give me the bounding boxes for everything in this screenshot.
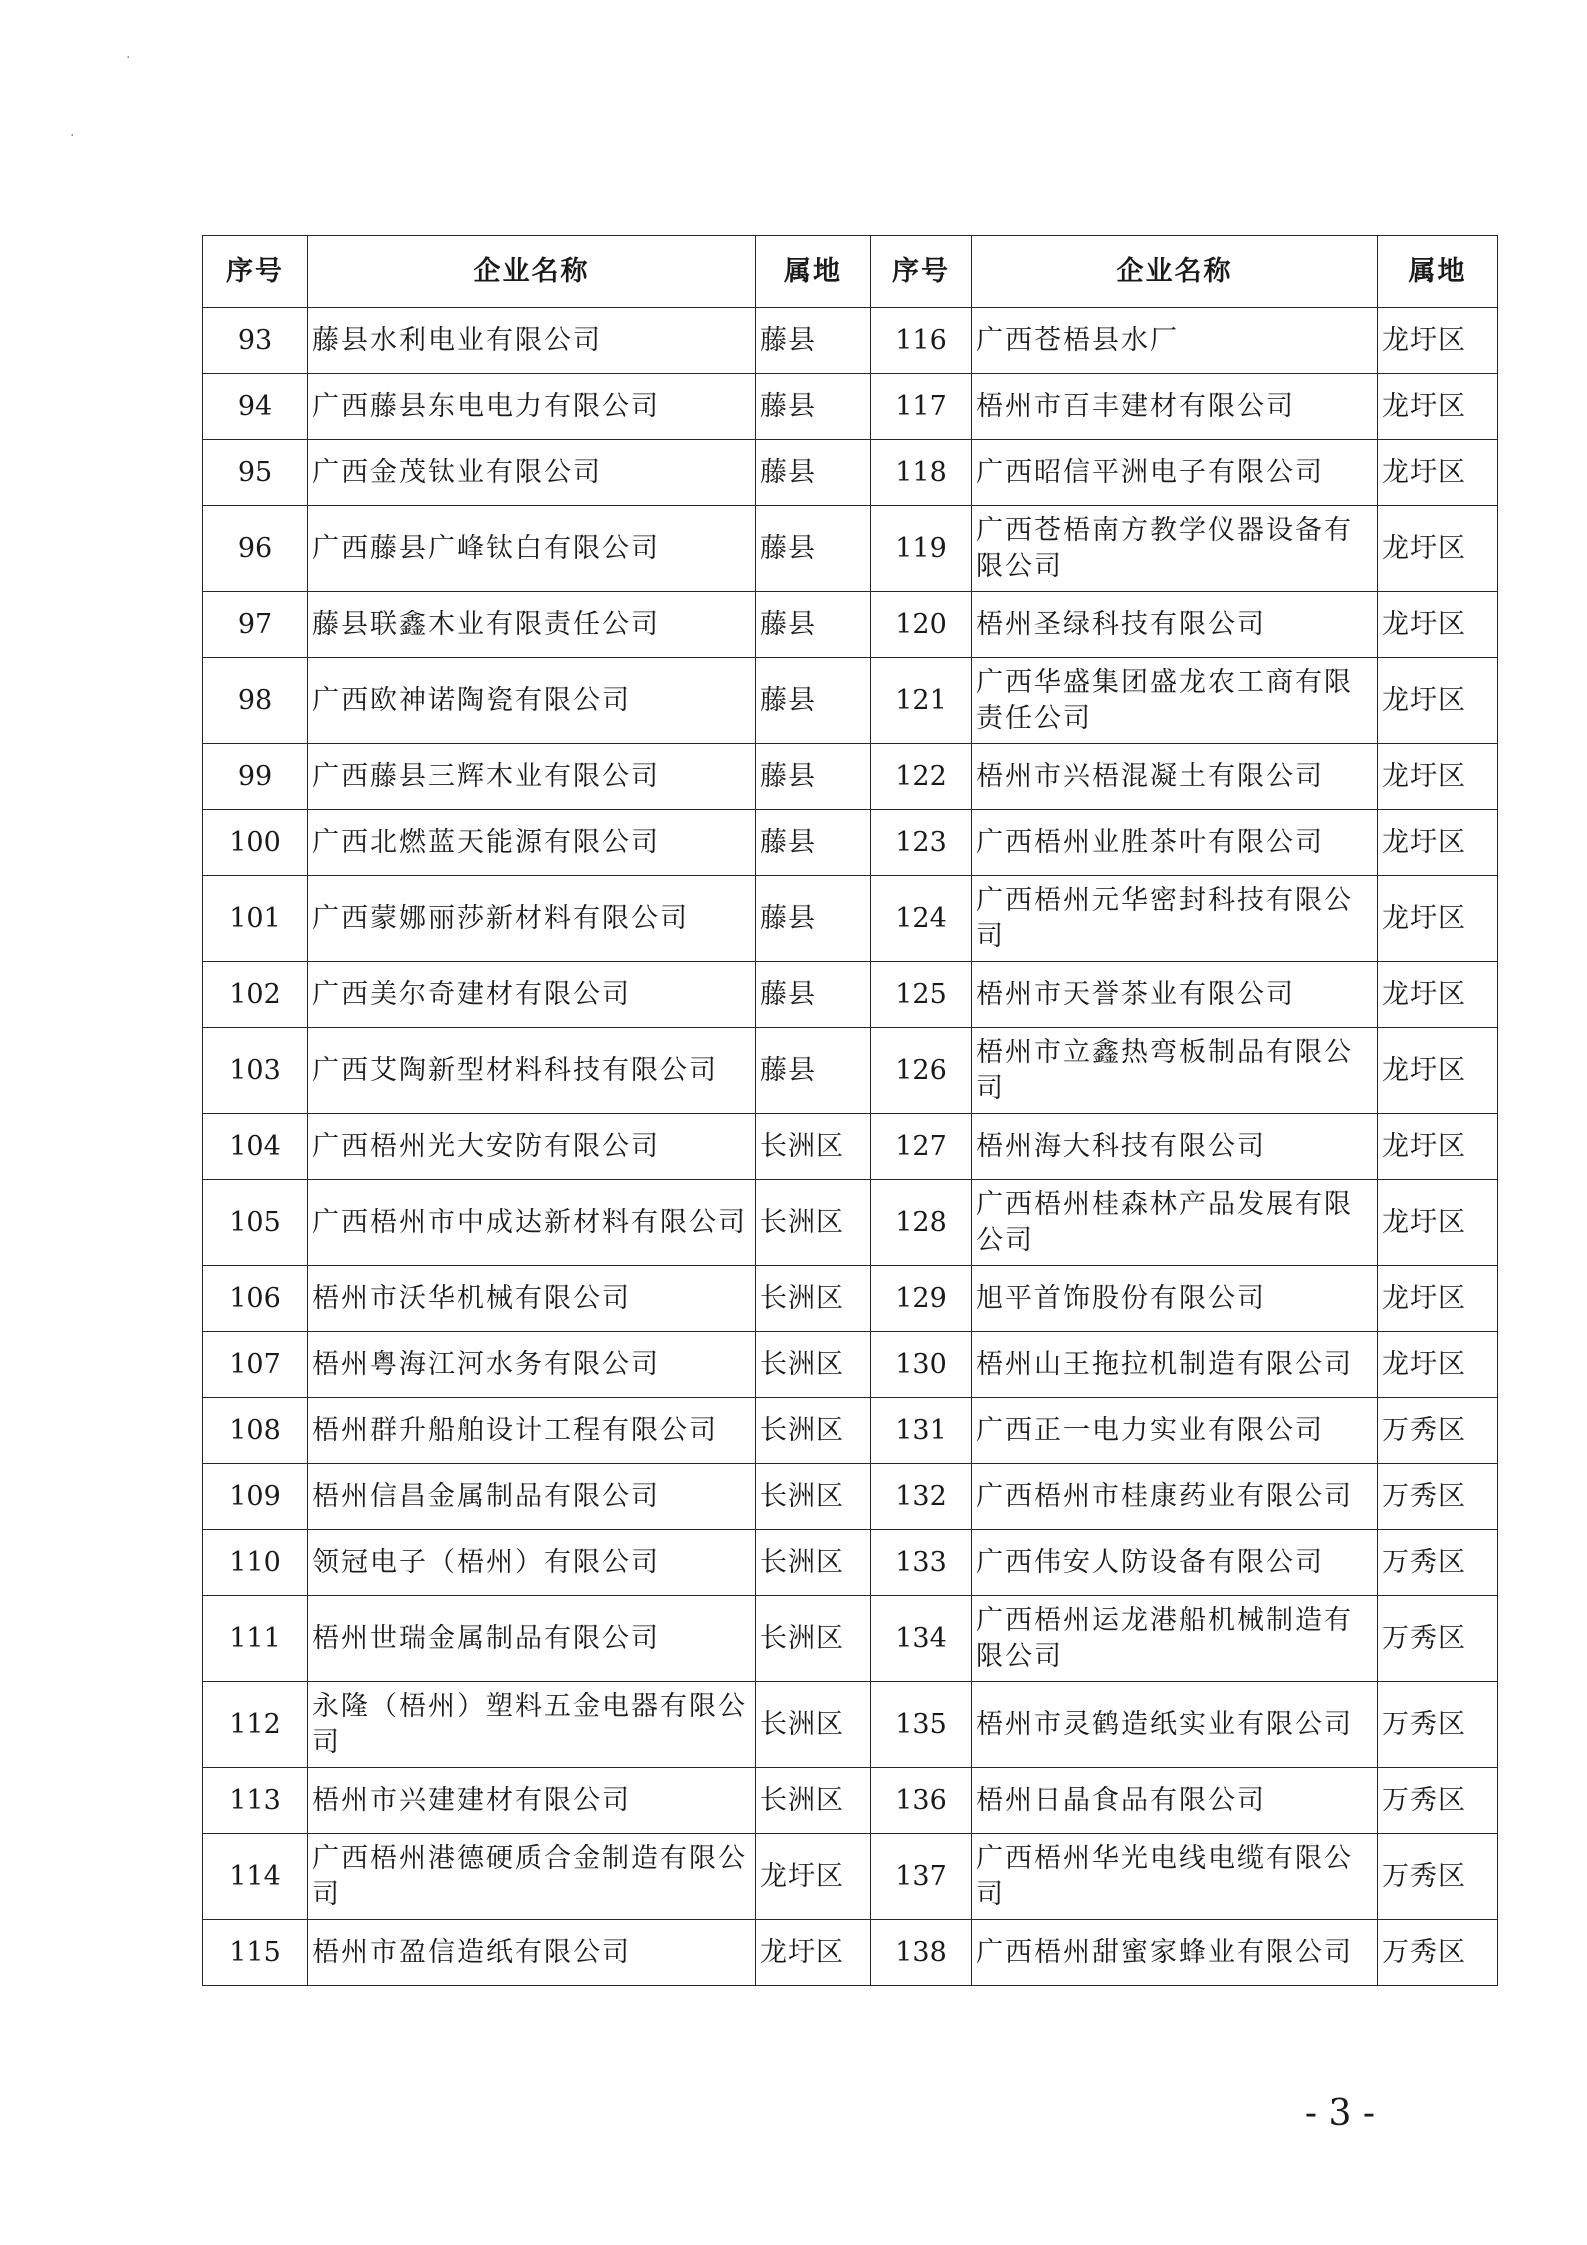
row-seq-right: 124	[871, 876, 972, 962]
row-seq-left: 113	[203, 1768, 308, 1834]
row-enterprise-name-left: 梧州市兴建建材有限公司	[308, 1768, 756, 1834]
row-enterprise-name-left: 广西梧州港德硬质合金制造有限公司	[308, 1834, 756, 1920]
row-enterprise-name-right: 广西梧州甜蜜家蜂业有限公司	[972, 1920, 1378, 1986]
row-location-right: 龙圩区	[1378, 506, 1498, 592]
row-location-right: 龙圩区	[1378, 1028, 1498, 1114]
table-row	[203, 744, 1498, 810]
row-location-right: 万秀区	[1378, 1398, 1498, 1464]
row-enterprise-name-right: 广西苍梧县水厂	[972, 308, 1378, 374]
header-location-left: 属地	[756, 236, 871, 308]
row-location-right: 万秀区	[1378, 1530, 1498, 1596]
row-seq-right: 134	[871, 1596, 972, 1682]
row-enterprise-name-right: 广西梧州业胜茶叶有限公司	[972, 810, 1378, 876]
row-seq-left: 111	[203, 1596, 308, 1682]
row-location-left: 龙圩区	[756, 1834, 871, 1920]
row-seq-right: 138	[871, 1920, 972, 1986]
row-enterprise-name-left: 广西藤县广峰钛白有限公司	[308, 506, 756, 592]
row-enterprise-name-right: 梧州市立鑫热弯板制品有限公司	[972, 1028, 1378, 1114]
table-row	[203, 1682, 1498, 1768]
table-row	[203, 1768, 1498, 1834]
row-location-right: 万秀区	[1378, 1596, 1498, 1682]
row-seq-left: 96	[203, 506, 308, 592]
row-location-left: 长洲区	[756, 1332, 871, 1398]
row-location-left: 藤县	[756, 810, 871, 876]
table-row	[203, 1464, 1498, 1530]
row-seq-right: 120	[871, 592, 972, 658]
row-location-left: 长洲区	[756, 1768, 871, 1834]
row-seq-right: 131	[871, 1398, 972, 1464]
row-seq-left: 101	[203, 876, 308, 962]
scan-speck: ·	[126, 50, 131, 66]
row-seq-right: 129	[871, 1266, 972, 1332]
row-seq-left: 102	[203, 962, 308, 1028]
row-seq-left: 98	[203, 658, 308, 744]
row-enterprise-name-right: 梧州市百丰建材有限公司	[972, 374, 1378, 440]
row-location-left: 藤县	[756, 876, 871, 962]
row-enterprise-name-left: 广西艾陶新型材料科技有限公司	[308, 1028, 756, 1114]
row-enterprise-name-left: 永隆（梧州）塑料五金电器有限公司	[308, 1682, 756, 1768]
row-seq-left: 105	[203, 1180, 308, 1266]
row-location-right: 龙圩区	[1378, 374, 1498, 440]
row-location-right: 龙圩区	[1378, 308, 1498, 374]
table-row	[203, 658, 1498, 744]
table-row	[203, 876, 1498, 962]
table-row	[203, 1266, 1498, 1332]
row-seq-right: 135	[871, 1682, 972, 1768]
row-location-left: 藤县	[756, 308, 871, 374]
table-row	[203, 1920, 1498, 1986]
table-row	[203, 1596, 1498, 1682]
row-location-right: 万秀区	[1378, 1834, 1498, 1920]
row-location-left: 藤县	[756, 658, 871, 744]
row-location-right: 龙圩区	[1378, 810, 1498, 876]
row-enterprise-name-left: 广西金茂钛业有限公司	[308, 440, 756, 506]
row-location-right: 万秀区	[1378, 1464, 1498, 1530]
row-seq-left: 95	[203, 440, 308, 506]
row-enterprise-name-right: 广西梧州华光电线电缆有限公司	[972, 1834, 1378, 1920]
row-seq-left: 99	[203, 744, 308, 810]
header-seq-left: 序号	[203, 236, 308, 308]
row-enterprise-name-left: 广西藤县三辉木业有限公司	[308, 744, 756, 810]
row-seq-right: 133	[871, 1530, 972, 1596]
row-enterprise-name-right: 梧州日晶食品有限公司	[972, 1768, 1378, 1834]
table-header-row	[203, 236, 1498, 308]
table-row	[203, 1028, 1498, 1114]
row-seq-left: 107	[203, 1332, 308, 1398]
row-enterprise-name-left: 广西藤县东电电力有限公司	[308, 374, 756, 440]
row-seq-right: 128	[871, 1180, 972, 1266]
row-enterprise-name-left: 梧州群升船舶设计工程有限公司	[308, 1398, 756, 1464]
row-seq-right: 123	[871, 810, 972, 876]
table-row	[203, 1398, 1498, 1464]
row-enterprise-name-left: 梧州粤海江河水务有限公司	[308, 1332, 756, 1398]
table-row	[203, 1180, 1498, 1266]
row-seq-right: 126	[871, 1028, 972, 1114]
header-name-left: 企业名称	[308, 236, 756, 308]
row-seq-right: 118	[871, 440, 972, 506]
row-location-left: 长洲区	[756, 1266, 871, 1332]
row-seq-right: 132	[871, 1464, 972, 1530]
row-seq-right: 117	[871, 374, 972, 440]
header-name-right: 企业名称	[972, 236, 1378, 308]
row-enterprise-name-left: 广西蒙娜丽莎新材料有限公司	[308, 876, 756, 962]
row-enterprise-name-left: 广西梧州光大安防有限公司	[308, 1114, 756, 1180]
row-enterprise-name-right: 广西梧州运龙港船机械制造有限公司	[972, 1596, 1378, 1682]
row-enterprise-name-right: 梧州市兴梧混凝土有限公司	[972, 744, 1378, 810]
table-row	[203, 962, 1498, 1028]
scan-speck: ·	[70, 128, 75, 144]
row-enterprise-name-left: 广西美尔奇建材有限公司	[308, 962, 756, 1028]
row-location-left: 长洲区	[756, 1682, 871, 1768]
row-location-right: 龙圩区	[1378, 1332, 1498, 1398]
row-location-right: 龙圩区	[1378, 1114, 1498, 1180]
row-seq-right: 137	[871, 1834, 972, 1920]
row-enterprise-name-left: 藤县水利电业有限公司	[308, 308, 756, 374]
row-enterprise-name-left: 梧州世瑞金属制品有限公司	[308, 1596, 756, 1682]
row-location-right: 龙圩区	[1378, 440, 1498, 506]
table-row	[203, 440, 1498, 506]
row-enterprise-name-right: 广西梧州桂森林产品发展有限公司	[972, 1180, 1378, 1266]
row-location-left: 藤县	[756, 374, 871, 440]
table-row	[203, 1834, 1498, 1920]
row-enterprise-name-left: 梧州市沃华机械有限公司	[308, 1266, 756, 1332]
row-location-left: 藤县	[756, 440, 871, 506]
row-enterprise-name-left: 广西梧州市中成达新材料有限公司	[308, 1180, 756, 1266]
row-enterprise-name-right: 梧州市天誉茶业有限公司	[972, 962, 1378, 1028]
row-location-left: 长洲区	[756, 1596, 871, 1682]
row-seq-right: 119	[871, 506, 972, 592]
row-enterprise-name-right: 广西梧州市桂康药业有限公司	[972, 1464, 1378, 1530]
row-enterprise-name-right: 广西伟安人防设备有限公司	[972, 1530, 1378, 1596]
header-location-right: 属地	[1378, 236, 1498, 308]
row-enterprise-name-right: 梧州市灵鹤造纸实业有限公司	[972, 1682, 1378, 1768]
row-seq-left: 94	[203, 374, 308, 440]
row-location-right: 龙圩区	[1378, 876, 1498, 962]
row-location-right: 龙圩区	[1378, 658, 1498, 744]
row-location-left: 藤县	[756, 744, 871, 810]
row-seq-left: 108	[203, 1398, 308, 1464]
row-enterprise-name-left: 梧州信昌金属制品有限公司	[308, 1464, 756, 1530]
row-seq-left: 114	[203, 1834, 308, 1920]
table-row	[203, 1114, 1498, 1180]
row-location-left: 长洲区	[756, 1114, 871, 1180]
table-row	[203, 810, 1498, 876]
row-enterprise-name-right: 梧州海大科技有限公司	[972, 1114, 1378, 1180]
row-enterprise-name-left: 梧州市盈信造纸有限公司	[308, 1920, 756, 1986]
row-location-right: 龙圩区	[1378, 1266, 1498, 1332]
row-enterprise-name-left: 广西欧神诺陶瓷有限公司	[308, 658, 756, 744]
enterprise-table	[202, 235, 1498, 1986]
row-location-left: 长洲区	[756, 1464, 871, 1530]
row-enterprise-name-right: 梧州山王拖拉机制造有限公司	[972, 1332, 1378, 1398]
row-enterprise-name-right: 广西梧州元华密封科技有限公司	[972, 876, 1378, 962]
row-location-right: 龙圩区	[1378, 744, 1498, 810]
row-location-right: 万秀区	[1378, 1920, 1498, 1986]
row-enterprise-name-right: 广西苍梧南方教学仪器设备有限公司	[972, 506, 1378, 592]
row-location-right: 万秀区	[1378, 1682, 1498, 1768]
row-location-left: 长洲区	[756, 1530, 871, 1596]
table-row	[203, 374, 1498, 440]
table-row	[203, 308, 1498, 374]
page-number: - 3 -	[1304, 2093, 1375, 2134]
table-row	[203, 592, 1498, 658]
row-seq-left: 104	[203, 1114, 308, 1180]
row-seq-left: 93	[203, 308, 308, 374]
row-enterprise-name-right: 广西华盛集团盛龙农工商有限责任公司	[972, 658, 1378, 744]
row-location-left: 藤县	[756, 592, 871, 658]
row-seq-left: 106	[203, 1266, 308, 1332]
row-location-left: 藤县	[756, 506, 871, 592]
row-seq-left: 115	[203, 1920, 308, 1986]
row-seq-right: 136	[871, 1768, 972, 1834]
row-seq-left: 110	[203, 1530, 308, 1596]
row-enterprise-name-right: 广西昭信平洲电子有限公司	[972, 440, 1378, 506]
row-location-left: 长洲区	[756, 1180, 871, 1266]
row-seq-right: 122	[871, 744, 972, 810]
row-location-left: 长洲区	[756, 1398, 871, 1464]
row-location-right: 龙圩区	[1378, 592, 1498, 658]
row-enterprise-name-right: 广西正一电力实业有限公司	[972, 1398, 1378, 1464]
row-seq-left: 103	[203, 1028, 308, 1114]
row-seq-right: 121	[871, 658, 972, 744]
row-location-left: 藤县	[756, 962, 871, 1028]
row-enterprise-name-left: 广西北燃蓝天能源有限公司	[308, 810, 756, 876]
row-seq-left: 112	[203, 1682, 308, 1768]
row-enterprise-name-left: 藤县联鑫木业有限责任公司	[308, 592, 756, 658]
row-enterprise-name-left: 领冠电子（梧州）有限公司	[308, 1530, 756, 1596]
table-row	[203, 506, 1498, 592]
row-seq-left: 97	[203, 592, 308, 658]
row-enterprise-name-right: 旭平首饰股份有限公司	[972, 1266, 1378, 1332]
row-seq-left: 109	[203, 1464, 308, 1530]
row-location-right: 龙圩区	[1378, 1180, 1498, 1266]
header-seq-right: 序号	[871, 236, 972, 308]
table-body	[203, 308, 1498, 1986]
table-row	[203, 1530, 1498, 1596]
row-seq-left: 100	[203, 810, 308, 876]
row-seq-right: 125	[871, 962, 972, 1028]
row-seq-right: 130	[871, 1332, 972, 1398]
row-enterprise-name-right: 梧州圣绿科技有限公司	[972, 592, 1378, 658]
row-seq-right: 127	[871, 1114, 972, 1180]
row-location-left: 藤县	[756, 1028, 871, 1114]
row-location-right: 龙圩区	[1378, 962, 1498, 1028]
table-row	[203, 1332, 1498, 1398]
row-location-left: 龙圩区	[756, 1920, 871, 1986]
row-location-right: 万秀区	[1378, 1768, 1498, 1834]
row-seq-right: 116	[871, 308, 972, 374]
